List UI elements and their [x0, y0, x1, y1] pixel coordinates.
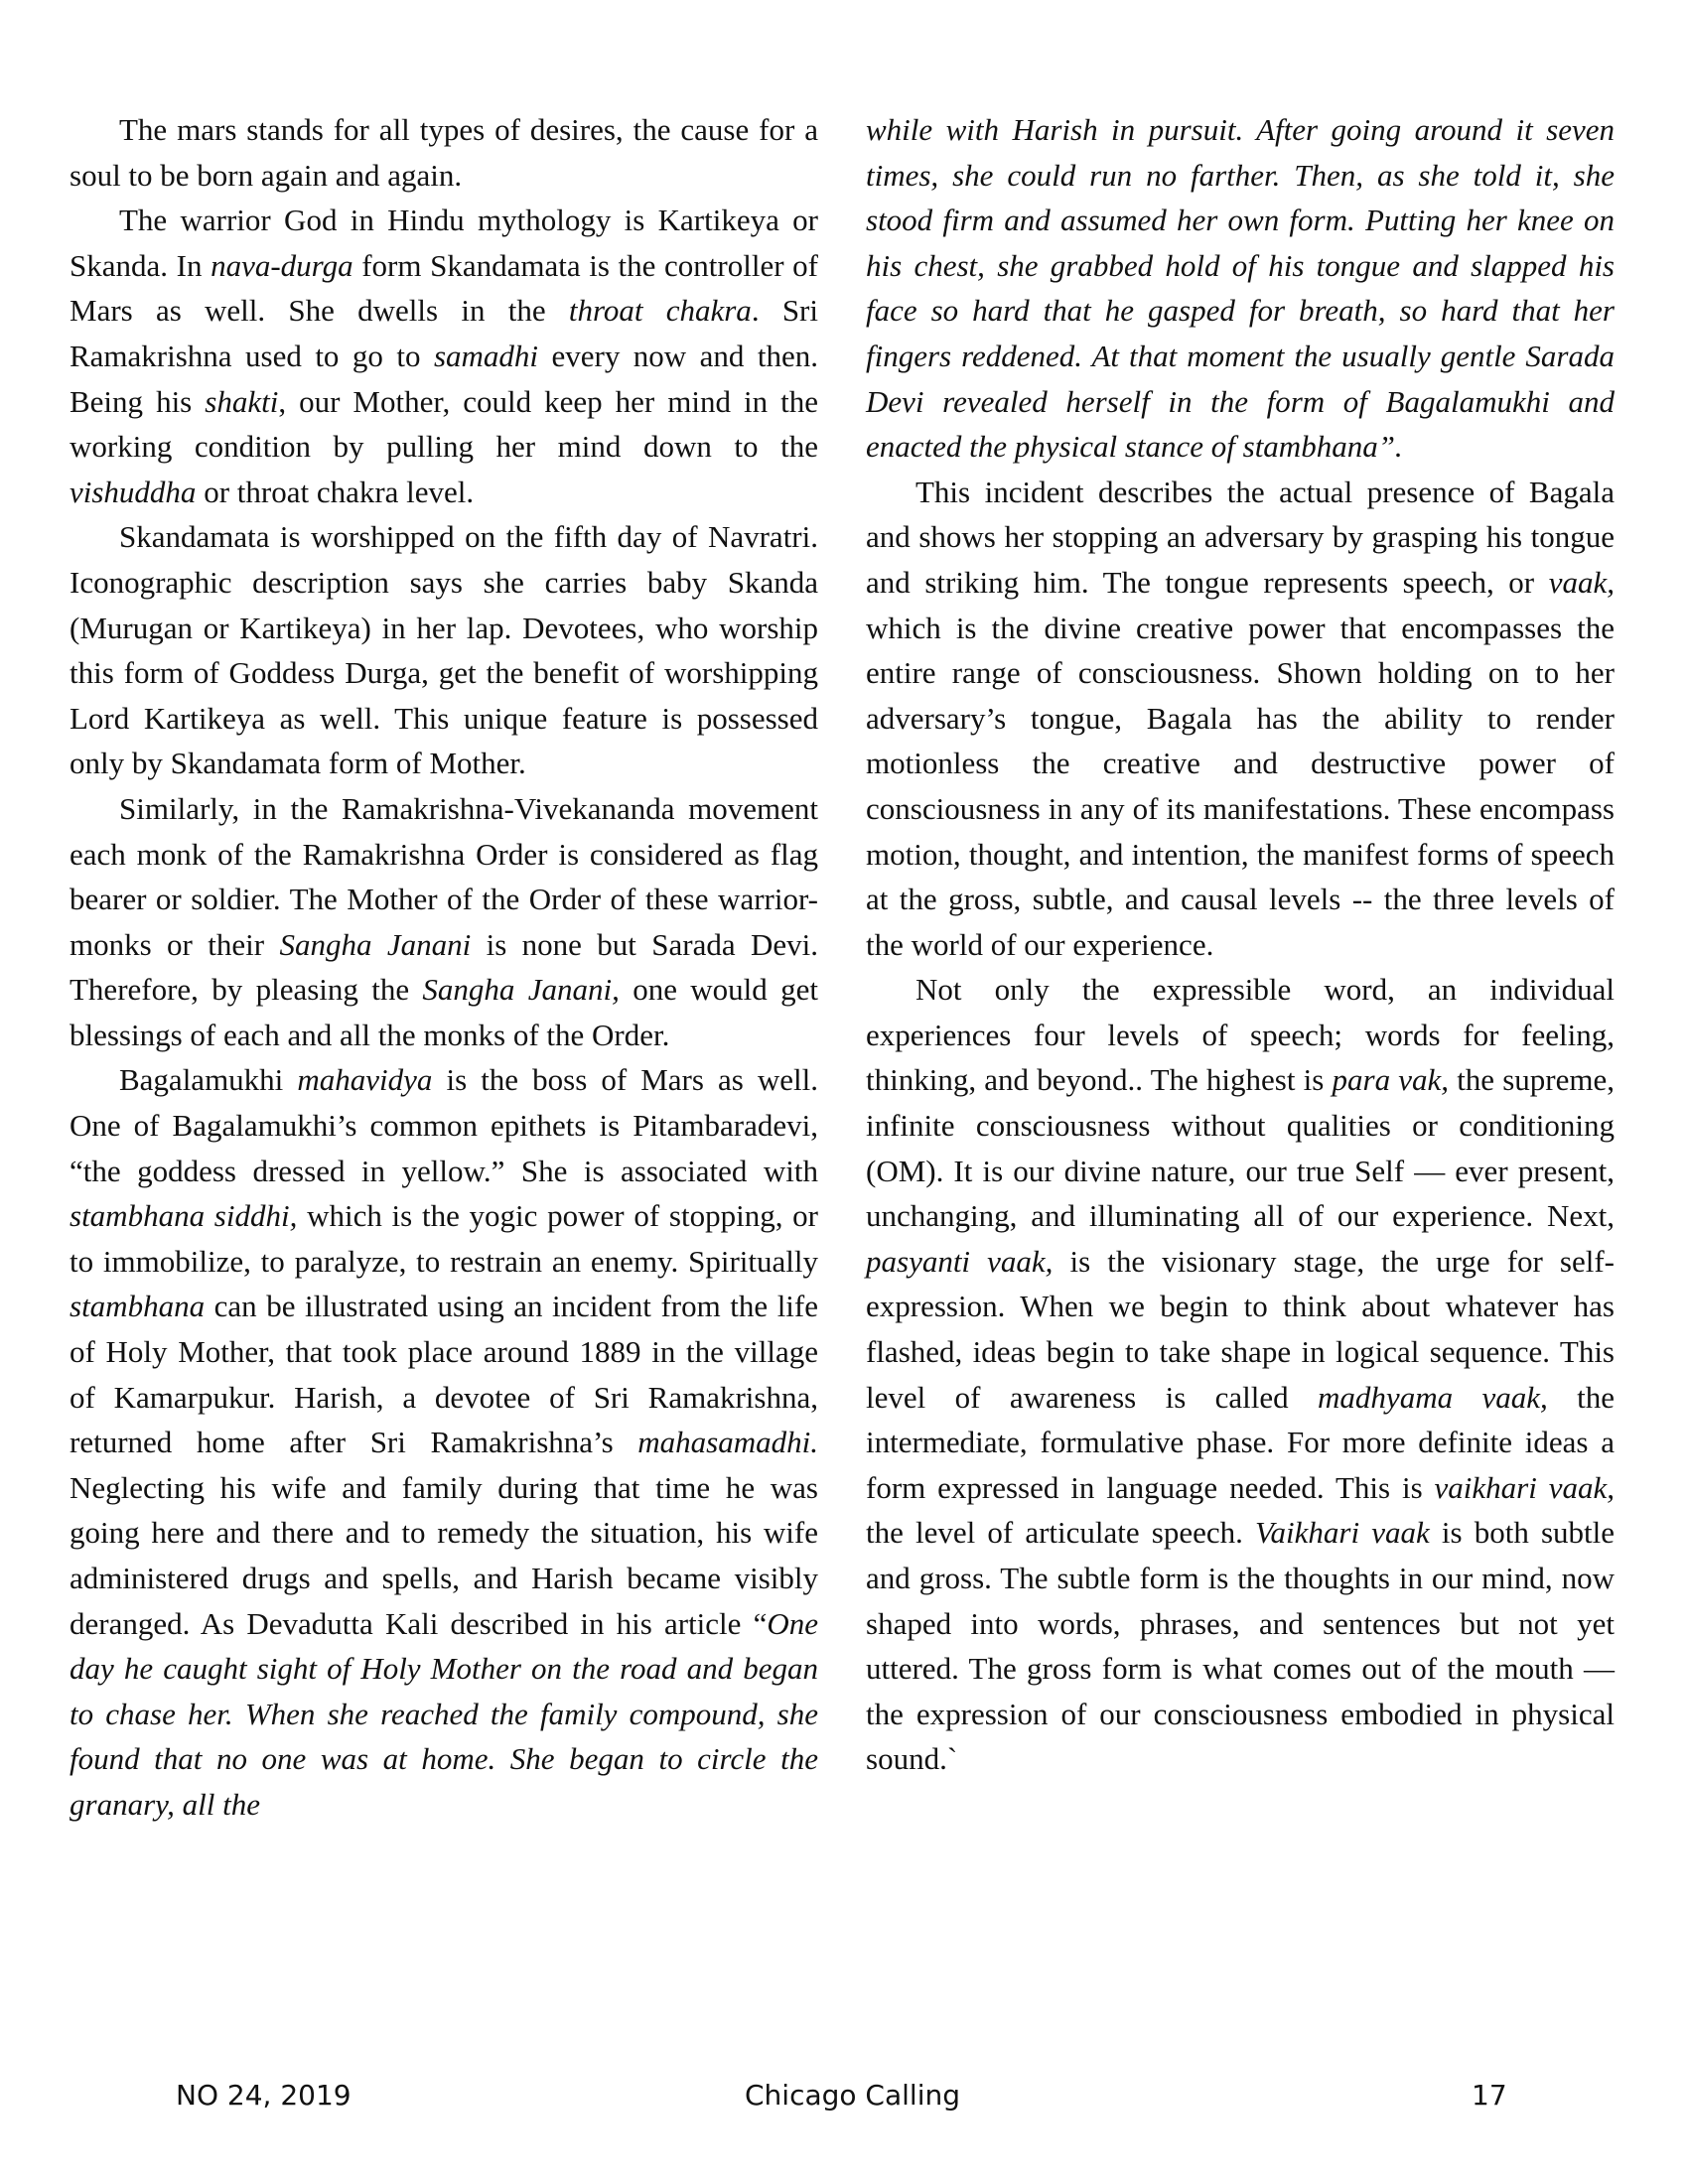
text-run: is the visionary stage, the urge for self-expression. When we begin to think about whatever has flashed, ideas begin to take shape in logical sequence. This level of awareness is called	[866, 1243, 1615, 1415]
italic-term: mahavidya	[297, 1062, 433, 1098]
right-column	[866, 107, 1615, 1782]
text-run: . Sri Ramakrishna used to go to	[70, 293, 818, 373]
italic-term: pasyanti vaak,	[866, 1243, 1054, 1279]
issue-date: NO 24, 2019	[176, 2079, 352, 2112]
text-run: Similarly, in the Ramakrishna-Vivekananda movement each monk of the Ramakrishna Order is considered as flag bearer or soldier. The Mother of the Order of these warrior-monks or their	[70, 790, 818, 962]
italic-term: Vaikhari vaak	[1255, 1515, 1430, 1551]
text-run: Bagalamukhi	[119, 1062, 298, 1098]
italic-term: shakti	[205, 383, 279, 419]
text-run: The warrior God in Hindu mythology is Kartikeya or Skanda. In	[70, 203, 818, 283]
text-run: every now and then. Being his	[70, 338, 818, 419]
text-run: the level of articulate speech.	[866, 1515, 1256, 1551]
italic-term: madhyama vaak,	[1318, 1379, 1548, 1415]
italic-term: vaak,	[1548, 564, 1615, 600]
text-run: is both subtle and gross. The subtle form is the thoughts in our mind, now shaped into words, phrases, and sentences but not yet uttered. The gross form is what comes out of the mouth — the expression of our consciousness embodied in physical sound.`	[866, 1515, 1615, 1777]
text-run: the intermediate, formulative phase. For more definite ideas a form expressed in language needed. This is	[866, 1379, 1615, 1505]
italic-term: throat chakra	[568, 293, 752, 329]
text-run: is the boss of Mars as well. One of Bagalamukhi’s common epithets is Pitambaradevi, “the goddess dressed in yellow.” She is associated with	[70, 1062, 818, 1188]
italic-term: samadhi	[433, 338, 539, 373]
text-run: Not only the expressible word, an individual experiences four levels of speech; words for feeling, thinking, and beyond.. The highest is	[866, 972, 1615, 1098]
italic-term: para vak,	[1332, 1062, 1450, 1098]
text-run: the supreme, infinite consciousness without qualities or conditioning (OM). It is our divine nature, our true Self — ever present, unchanging, and illuminating all of our experience. Next,	[866, 1062, 1615, 1234]
italic-term: mahasamadhi.	[637, 1425, 818, 1460]
text-run: This incident describes the actual presence of Bagala and shows her stopping an adversary by grasping his tongue and striking him. The tongue represents speech, or	[866, 474, 1615, 600]
italic-term: stambhana siddhi,	[70, 1198, 298, 1234]
italic-term: vishuddha	[70, 474, 197, 509]
text-run: which is the yogic power of stopping, or to immobilize, to paralyze, to restrain an enemy. Spiritually	[70, 1198, 818, 1279]
italic-term: stambhana	[70, 1289, 206, 1324]
text-run: one would get blessings of each and all the monks of the Order.	[70, 972, 818, 1052]
text-run: form Skandamata is the controller of Mars as well. She dwells in the	[70, 247, 818, 329]
publication-title: Chicago Calling	[745, 2079, 960, 2112]
text-run: is none but Sarada Devi. Therefore, by pleasing the	[70, 926, 819, 1008]
left-column	[70, 107, 818, 1828]
italic-term: nava-durga	[211, 247, 353, 283]
text-run: Neglecting his wife and family during that time he was going here and there and to remedy the situation, his wife administered drugs and spells, and Harish became visibly deranged. As Devadutta Kali described in his article “	[70, 1469, 818, 1641]
text-run: can be illustrated using an incident from the life of Holy Mother, that took place around 1889 in the village of Kamarpukur. Harish, a devotee of Sri Ramakrishna, returned home after Sri Ramakrishna’s	[70, 1289, 818, 1460]
text-run: , our Mother, could keep her mind in the working condition by pulling her mind down to the	[70, 383, 818, 465]
paragraph: Skandamata is worshipped on the fifth day of Navratri. Iconographic description says she carries baby Skanda (Murugan or Kartikeya) in her lap. Devotees, who worship this form of Goddess Durga, get the benefit of worshipping Lord Kartikeya as well. This unique feature is possessed only by Skandamata form of Mother.	[70, 519, 818, 781]
paragraph	[70, 198, 818, 514]
paragraph	[70, 1057, 818, 1827]
page-number: 17	[1472, 2079, 1507, 2112]
paragraph	[866, 470, 1615, 968]
italic-term: Sangha Janani,	[422, 972, 620, 1008]
italic-term: vaikhari vaak,	[1434, 1469, 1616, 1505]
text-run: or throat chakra level.	[196, 474, 475, 509]
quoted-passage: while with Harish in pursuit. After going around it seven times, she could run no farther. Then, as she told it, she stood firm and assumed her own form. Putting her knee on his chest, she grabbed hold of his tongue and slapped his face so hard that he gasped for breath, so hard that her fingers reddened. At that moment the usually gentle Sarada Devi revealed herself in the form of Bagalamukhi and enacted the physical stance of stambhana”.	[866, 112, 1615, 465]
italic-term: Sangha Janani	[279, 926, 472, 962]
paragraph: The mars stands for all types of desires, the cause for a soul to be born again and again.	[70, 112, 818, 193]
quoted-passage: One day he caught sight of Holy Mother on the road and began to chase her. When she reached the family compound, she found that no one was at home. She began to circle the granary, all the	[70, 1605, 818, 1822]
paragraph	[70, 786, 818, 1058]
text-run: which is the divine creative power that encompasses the entire range of consciousness. Shown holding on to her adversary’s tongue, Bagala has the ability to render motionless the creative and destructive power of consciousness in any of its manifestations. These encompass motion, thought, and intention, the manifest forms of speech at the gross, subtle, and causal levels -- the three levels of the world of our experience.	[866, 610, 1615, 962]
paragraph	[866, 967, 1615, 1782]
